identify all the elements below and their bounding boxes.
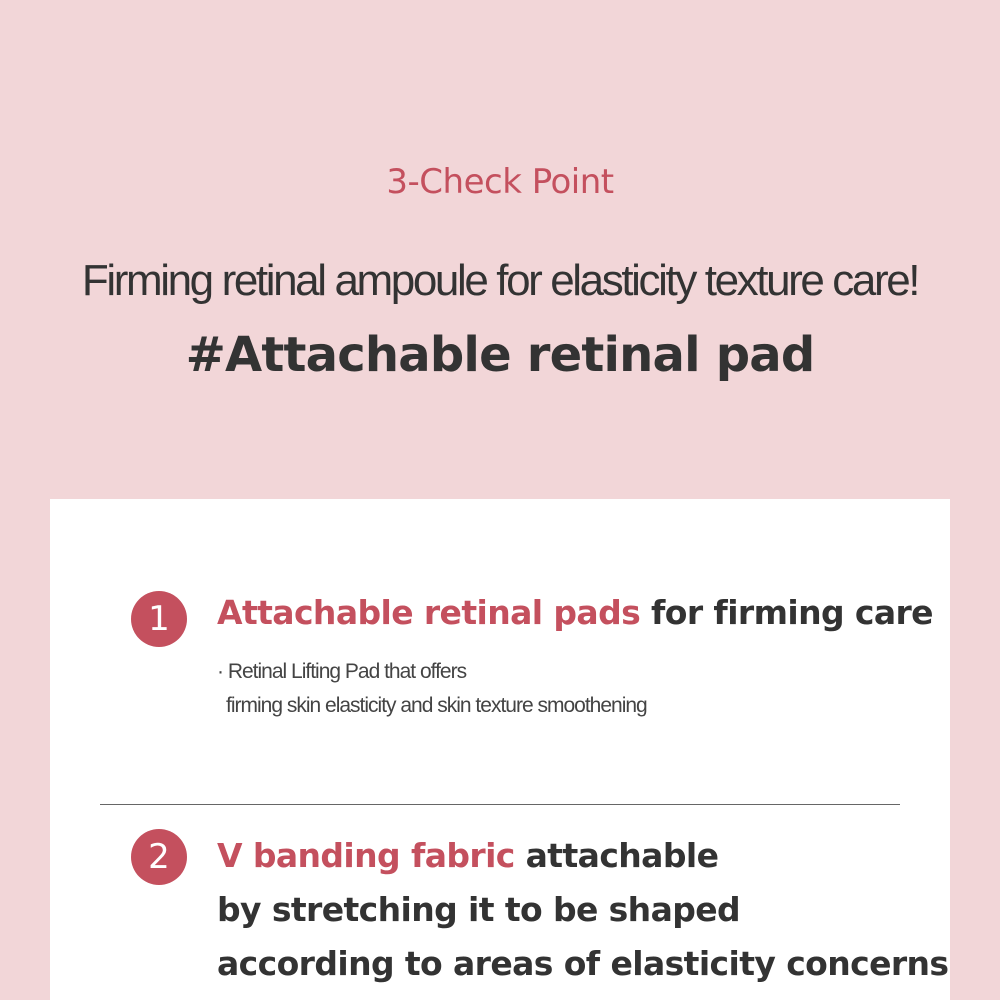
- hashtag-title: #Attachable retinal pad: [185, 327, 815, 383]
- headline: Firming retinal ampoule for elasticity texture care!: [81, 256, 919, 305]
- divider: [100, 804, 900, 805]
- point-title: [217, 591, 933, 635]
- point-description-line: firming skin elasticity and skin texture smoothening: [226, 694, 647, 717]
- point-title-line: [217, 829, 948, 883]
- number-badge: 2: [131, 829, 187, 885]
- point-title-highlight: V banding fabric: [217, 836, 515, 875]
- point-title-highlight: Attachable retinal pads: [217, 593, 641, 632]
- point-title-rest: for firming care: [640, 593, 933, 632]
- point-title-rest: attachable: [514, 836, 719, 875]
- point-description: [217, 655, 647, 723]
- check-point-card: [50, 499, 950, 1000]
- point-title-line: according to areas of elasticity concerns: [217, 944, 949, 983]
- point-description-line: · Retinal Lifting Pad that offers: [217, 660, 467, 683]
- point-title-line: by stretching it to be shaped: [217, 890, 741, 929]
- point-title: [217, 829, 948, 991]
- section-kicker: 3-Check Point: [386, 162, 614, 202]
- number-badge: 1: [131, 591, 187, 647]
